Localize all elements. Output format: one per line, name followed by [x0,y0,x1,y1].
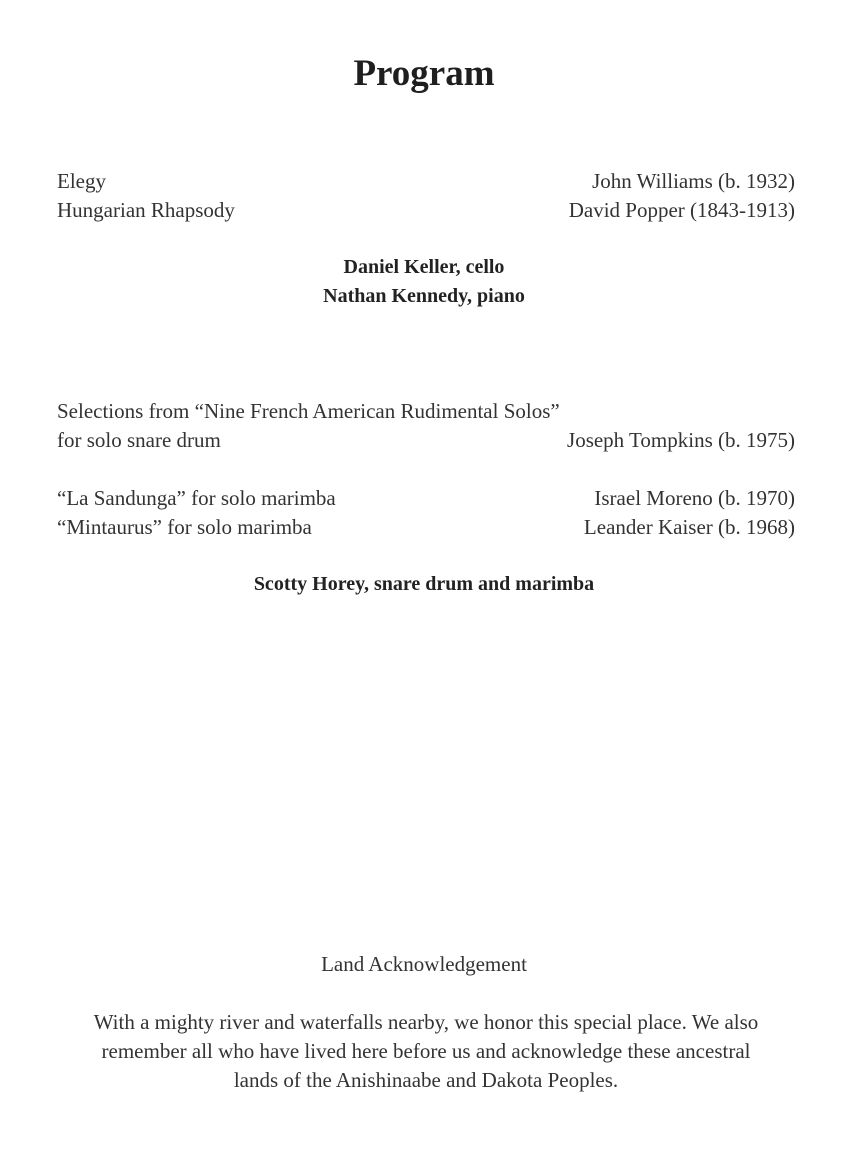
land-acknowledgement-line: remember all who have lived here before us and acknowledge these ancestral [101,1039,751,1063]
program-entry [57,484,795,513]
program-entry [57,196,795,225]
program-entry [57,426,795,455]
piece-composer: David Popper (1843-1913) [568,198,795,222]
piece-composer: Israel Moreno (b. 1970) [594,486,795,510]
performer-name: Scotty Horey, snare drum and marimba [253,573,595,595]
land-acknowledgement-line: lands of the Anishinaabe and Dakota Peoples. [233,1068,619,1092]
piece-title: Hungarian Rhapsody [57,198,235,222]
land-acknowledgement-heading: Land Acknowledgement [321,952,527,976]
piece-title: Elegy [57,169,106,193]
piece-title: “La Sandunga” for solo marimba [57,486,336,510]
piece-title: “Mintaurus” for solo marimba [57,515,312,539]
piece-title: Selections from “Nine French American Rudimental Solos” [57,399,560,423]
piece-composer: Leander Kaiser (b. 1968) [583,515,795,539]
piece-composer: Joseph Tompkins (b. 1975) [567,428,795,452]
performer-name: Nathan Kennedy, piano [323,285,525,307]
program-entry [57,513,795,542]
piece-title-continued: for solo snare drum [57,428,221,452]
performer-name: Daniel Keller, cello [343,256,505,278]
piece-composer: John Williams (b. 1932) [592,169,795,193]
page-title: Program [353,53,495,94]
land-acknowledgement-line: With a mighty river and waterfalls nearby, we honor this special place. We also [93,1010,759,1034]
program-entry [57,397,795,426]
program-entry [57,167,795,196]
land-acknowledgement-text [57,1008,795,1095]
